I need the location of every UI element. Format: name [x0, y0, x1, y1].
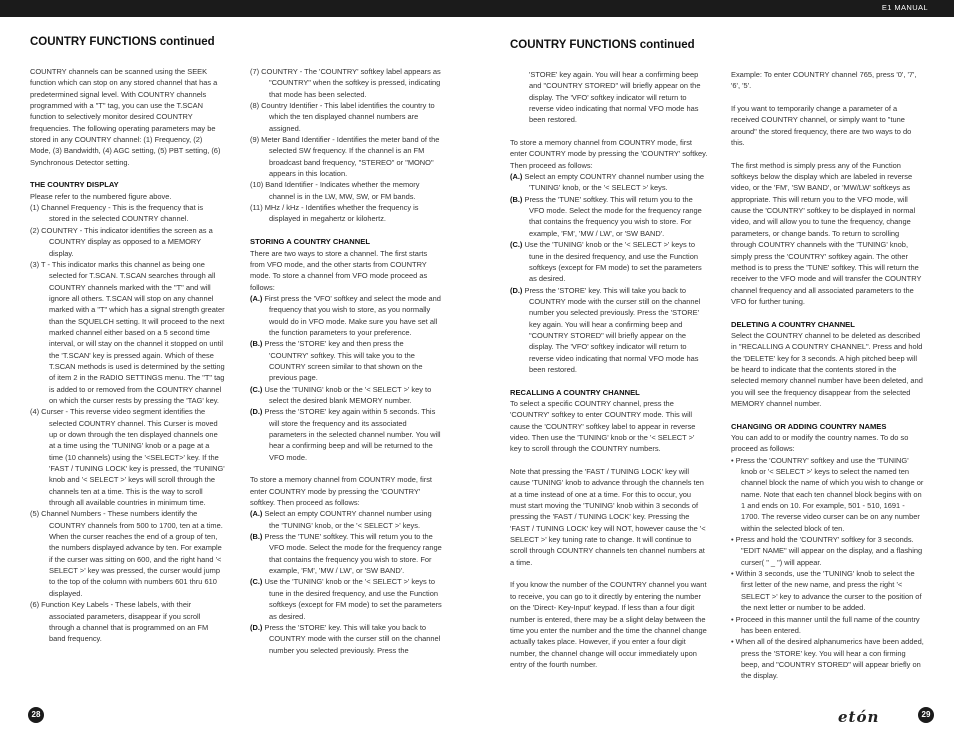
step-text: Press the 'STORE' key. This will take you back to COUNTRY mode with the curser still on the channel number you selected previously. Press the: [264, 622, 441, 655]
step-text: Press the 'STORE' key. This will take you back to COUNTRY mode with the curser still on the channel number you selected previously. Press the 'STORE' key again. You will hear a confirming beep and "COUNTRY STORED" will briefly appear on the display. The 'VFO' softkey indicator will return to reverse video indicating that normal VFO mode has been restored.: [524, 285, 701, 374]
right-column-1: [510, 69, 708, 670]
manual-label: E1 MANUAL: [881, 3, 928, 12]
step-text: First press the 'VFO' softkey and select the mode and frequency that you wish to store, as you normally would do in VFO mode. Make sure you have set all the function parameters to your preference.: [264, 293, 441, 337]
step-item: [510, 171, 708, 194]
left-column-1: [30, 66, 225, 645]
page-number-left: 28: [28, 707, 44, 723]
store-country-intro: To store a memory channel from COUNTRY mode, first enter COUNTRY mode by pressing the 'COUNTRY' softkey. Then proceed as follows:: [510, 138, 708, 170]
step-item: [250, 531, 444, 576]
recall-paragraph: If you know the number of the COUNTRY channel you want to receive, you can go to it directly by entering the number on the 'Direct- Key-Input' keypad. If less than a four digit number is entered, there may be a slight delay between the time you enter the number and the time the channel change actually takes place. However, if you enter a four digit number, the channel change will occur immediately upon entry of the fourth number.: [510, 580, 707, 669]
step-item: [510, 285, 708, 376]
step-item: [250, 508, 444, 531]
display-intro: Please refer to the numbered figure above.: [30, 191, 172, 201]
step-item: [250, 622, 444, 656]
display-item: (3) T - This indicator marks this channel as being one selected for T.SCAN. T.SCAN searches through all COUNTRY channels marked with the "T" and will ignore all others. T.SCAN will stop on any channel marked with a "T" which has a signal strength greater than the SQUELCH setting. It will proceed to the next marked channel either based on a 5 second time interval, or will stay on the channel it stopped on until the 'T.SCAN' key is pressed again. Which of these T.SCAN methods is used is determined by the setting of item 2 in the RADIO SETTINGS menu. The "T" tag is added to or removed from the COUNTRY channel on which the curser rests by pressing the 'TAG' key.: [30, 259, 225, 405]
display-item: (1) Channel Frequency - This is the frequency that is stored in the selected COUNTRY channel.: [30, 203, 204, 224]
step-item: [250, 384, 444, 407]
first-method-paragraph: The first method is simply press any of the Function softkeys below the display which are labeled in reverse video, or the 'FM', 'SW BAND', or 'MW/LW' softkeys as appropriate. This will return you to the VFO mode, will cause the 'COUNTRY' softkey to be displayed in normal video, and will allow you to tune the frequency, change parameters, or change bands. To return to scrolling through COUNTRY channels with the 'TUNING' knob, simply press the 'COUNTRY' softkey again. The other method is to press the 'TUNE' softkey. This will return the receiver to the VFO mode and will transfer the COUNTRY channel frequency and all associated parameters to the VFO for further tuning.: [731, 160, 922, 306]
recall-paragraph: Note that pressing the 'FAST / TUNING LOCK' key will cause 'TUNING' knob to advance through the channels ten at a time instead of one at a time. For this to occur, you must start moving the 'TUNING' knob within 3 seconds of pressing the 'FAST / TUNING LOCK' key. Pressing the 'FAST / TUNING LOCK' key will NOT, however cause the '< SELECT >' key tuning rate to change. It will continue to scroll through COUNTRY channels ten channel numbers at a time.: [510, 467, 706, 567]
step-item: [250, 576, 444, 621]
step-key: (D.): [250, 407, 263, 417]
step-text: Press the 'STORE' key and then press the 'COUNTRY' softkey. This will take you to the COUNTRY screen similar to that shown on the previous page.: [264, 339, 423, 383]
names-intro: You can add to or modify the country names. To do so proceed as follows:: [731, 433, 909, 454]
display-item: (11) MHz / kHz - Identifies whether the frequency is displayed in megahertz or kilohertz.: [250, 203, 419, 224]
display-item: (8) Country Identifier - This label identifies the country to which the ten displayed channel numbers are assigned.: [250, 101, 435, 133]
top-bar: [0, 0, 954, 17]
step-key: (C.): [250, 577, 263, 587]
bullet-item: • Press the 'COUNTRY' softkey and use the 'TUNING' knob or '< SELECT >' keys to select the named ten channel block the name of which you wish to change or name. Note that each ten channel block begins with on 1 and ends on 10. For example, 501 - 510, 1691 - 1700. The reverse video curser can be on any number within the selected block of ten.: [731, 455, 924, 533]
bullet-item: • When all of the desired alphanumerics have been added, press the 'STORE' key. You will hear a con firming beep, and "COUNTRY STORED" will appear briefly on the display.: [731, 637, 924, 681]
display-item: (10) Band Identifier - Indicates whether the memory channel is in the LW, MW, SW, or FM bands.: [250, 180, 420, 201]
bullet-item: • Press and hold the 'COUNTRY' softkey for 3 seconds. "EDIT NAME" will appear on the display, and a flashing curser( " _ ") will appear.: [731, 535, 923, 567]
step-item: [510, 194, 708, 239]
right-column-2: [731, 69, 925, 682]
step-text: Select an empty COUNTRY channel number using the 'TUNING' knob, or the '< SELECT >' keys.: [524, 172, 705, 193]
step-item: [250, 406, 444, 463]
names-heading: CHANGING OR ADDING COUNTRY NAMES: [731, 421, 887, 431]
delete-paragraph: Select the COUNTRY channel to be deleted as described in "RECALLING A COUNTRY CHANNEL". Press and hold the 'DELETE' key for 3 seconds. A high pitched beep will be heard to indicate that the contents stored in the selected memory channel number have been deleted, and you will see the frequency disappear from the selected MEMORY channel number.: [731, 330, 923, 408]
storing-intro-2: To store a memory channel from COUNTRY mode, first enter COUNTRY mode by pressing the 'COUNTRY' softkey. Then proceed as follows:: [250, 475, 432, 508]
bullet-item: • Proceed in this manner until the full name of the country has been entered.: [731, 614, 920, 635]
step-text: Use the 'TUNING' knob or the '< SELECT >' key to select the desired blank MEMORY number.: [264, 384, 432, 405]
display-item: (9) Meter Band Identifier - Identifies the meter band of the selected SW frequency. If the channel is an FM broadcast band frequency, "STEREO" or "MONO" appears in this location.: [250, 135, 440, 179]
step-key: (D.): [250, 622, 263, 632]
left-column-2: [250, 66, 444, 656]
step-item: [250, 338, 444, 383]
example-paragraph: Example: To enter COUNTRY channel 765, press '0', '7', '6', '5'.: [731, 70, 917, 91]
display-item: (4) Curser - This reverse video segment identifies the selected COUNTRY channel. This Curser is moved up or down through the ten displayed channels one at a time using the 'TUNING' knob or a page at a time (10 channels) using the '<SELECT>' key. If the 'FAST / TUNING LOCK' key is pressed, the 'TUNING' knob and '< SELECT >' keys will scroll through the channels ten at a time. This is the way to scroll through all available countries in minimum time.: [30, 407, 225, 508]
page-number-right: 29: [918, 707, 934, 723]
step-item: [250, 293, 444, 338]
delete-heading: DELETING A COUNTRY CHANNEL: [731, 319, 855, 329]
storing-intro: There are two ways to store a channel. The first starts from VFO mode, and the other starts from COUNTRY mode. To store a channel from VFO mode proceed as follows:: [250, 248, 428, 292]
step-key: (D.): [510, 285, 523, 295]
display-item: (6) Function Key Labels - These labels, with their associated parameters, disappear if you scroll through a channel that is programmed on an FM band frequency.: [30, 600, 209, 644]
step-key: (A.): [250, 509, 263, 519]
step-text: Press the 'TUNE' softkey. This will return you to the VFO mode. Select the mode for the frequency range that contains the frequency you wish to store. For example, 'FM', 'MW / LW', or 'SW BAND'.: [524, 194, 702, 238]
step-key: (C.): [250, 384, 263, 394]
recall-paragraph: To select a specific COUNTRY channel, press the 'COUNTRY' softkey to enter COUNTRY mode. This will cause the 'COUNTRY' softkey label to appear in reverse video. Then use the 'TUNING' knob or the '< SELECT >' key to scroll through the COUNTRY numbers.: [510, 398, 696, 454]
display-item: (5) Channel Numbers - These numbers identify the COUNTRY channels from 500 to 1700, ten at a time. When the curser reaches the end of a group of ten, the numbers displayed advance by ten. For example if the curser was sitting on 600, and the right hand '< SELECT >' key was pressed, the curser would jump to the top of the column with numbers 601 thru 610 displayed.: [30, 509, 223, 598]
display-heading: THE COUNTRY DISPLAY: [30, 180, 119, 190]
step-key: (B.): [510, 194, 523, 204]
continued-step: 'STORE' key again. You will hear a confirming beep and "COUNTRY STORED" will briefly appear on the display. The 'VFO' softkey indicator will return to reverse video indicating that normal VFO mode has been restored.: [529, 70, 701, 125]
step-key: (B.): [250, 339, 263, 349]
step-text: Select an empty COUNTRY channel number using the 'TUNING' knob, or the '< SELECT >' keys.: [264, 509, 432, 530]
recall-heading: RECALLING A COUNTRY CHANNEL: [510, 387, 640, 397]
left-page-heading: COUNTRY FUNCTIONS continued: [30, 36, 215, 48]
right-page-heading: COUNTRY FUNCTIONS continued: [510, 39, 695, 51]
step-key: (B.): [250, 532, 263, 542]
display-item: (2) COUNTRY - This indicator identifies the screen as a COUNTRY display as opposed to a MEMORY display.: [30, 225, 213, 258]
intro-paragraph: COUNTRY channels can be scanned using the SEEK function which can stop on any stored channel that has a predetermined signal level. With COUNTRY channels programmed with a "T" tag, you can use the T.SCAN function to selectively monitor desired COUNTRY frequencies. The following operating parameters may be stored in any COUNTRY channel: (1) Frequency, (2) Mode, (3) Bandwidth, (4) AGC setting, (5) PBT setting, (6) Synchronous Detector setting.: [30, 67, 221, 167]
step-text: Press the 'TUNE' softkey. This will return you to the VFO mode. Select the mode for the frequency range that contains the frequency you wish to store. For example, 'FM', 'MW / LW', or 'SW BAND'.: [264, 532, 442, 576]
step-text: Press the 'STORE' key again within 5 seconds. This will store the frequency and its associated parameters in the selected channel number. You will hear a confirming beep and will be returned to the VFO mode.: [264, 407, 441, 462]
step-item: [510, 239, 708, 284]
step-key: (A.): [250, 293, 263, 303]
display-item: (7) COUNTRY - The 'COUNTRY' softkey label appears as "COUNTRY" when the softkey is pressed, indicating that mode has been selected.: [250, 67, 441, 99]
eton-logo: etón: [838, 708, 880, 726]
bullet-item: • Within 3 seconds, use the 'TUNING' knob to select the first letter of the new name, and press the right '< SELECT >' key to advance the curser to the position of the next letter or number to be added.: [731, 569, 922, 613]
step-key: (A.): [510, 172, 523, 182]
step-key: (C.): [510, 240, 523, 250]
step-text: Use the 'TUNING' knob or the '< SELECT >' keys to tune in the desired frequency, and use the Function softkeys (except for FM mode) to set the parameters as desired.: [524, 240, 702, 284]
storing-heading: STORING A COUNTRY CHANNEL: [250, 237, 370, 247]
step-text: Use the 'TUNING' knob or the '< SELECT >' keys to tune in the desired frequency, and use the Function softkeys (except for FM mode) to set the parameters as desired.: [264, 577, 442, 621]
temporary-change-paragraph: If you want to temporarily change a parameter of a received COUNTRY channel, or simply want to "tune around" the stored frequency, there are two ways to do this.: [731, 104, 912, 148]
